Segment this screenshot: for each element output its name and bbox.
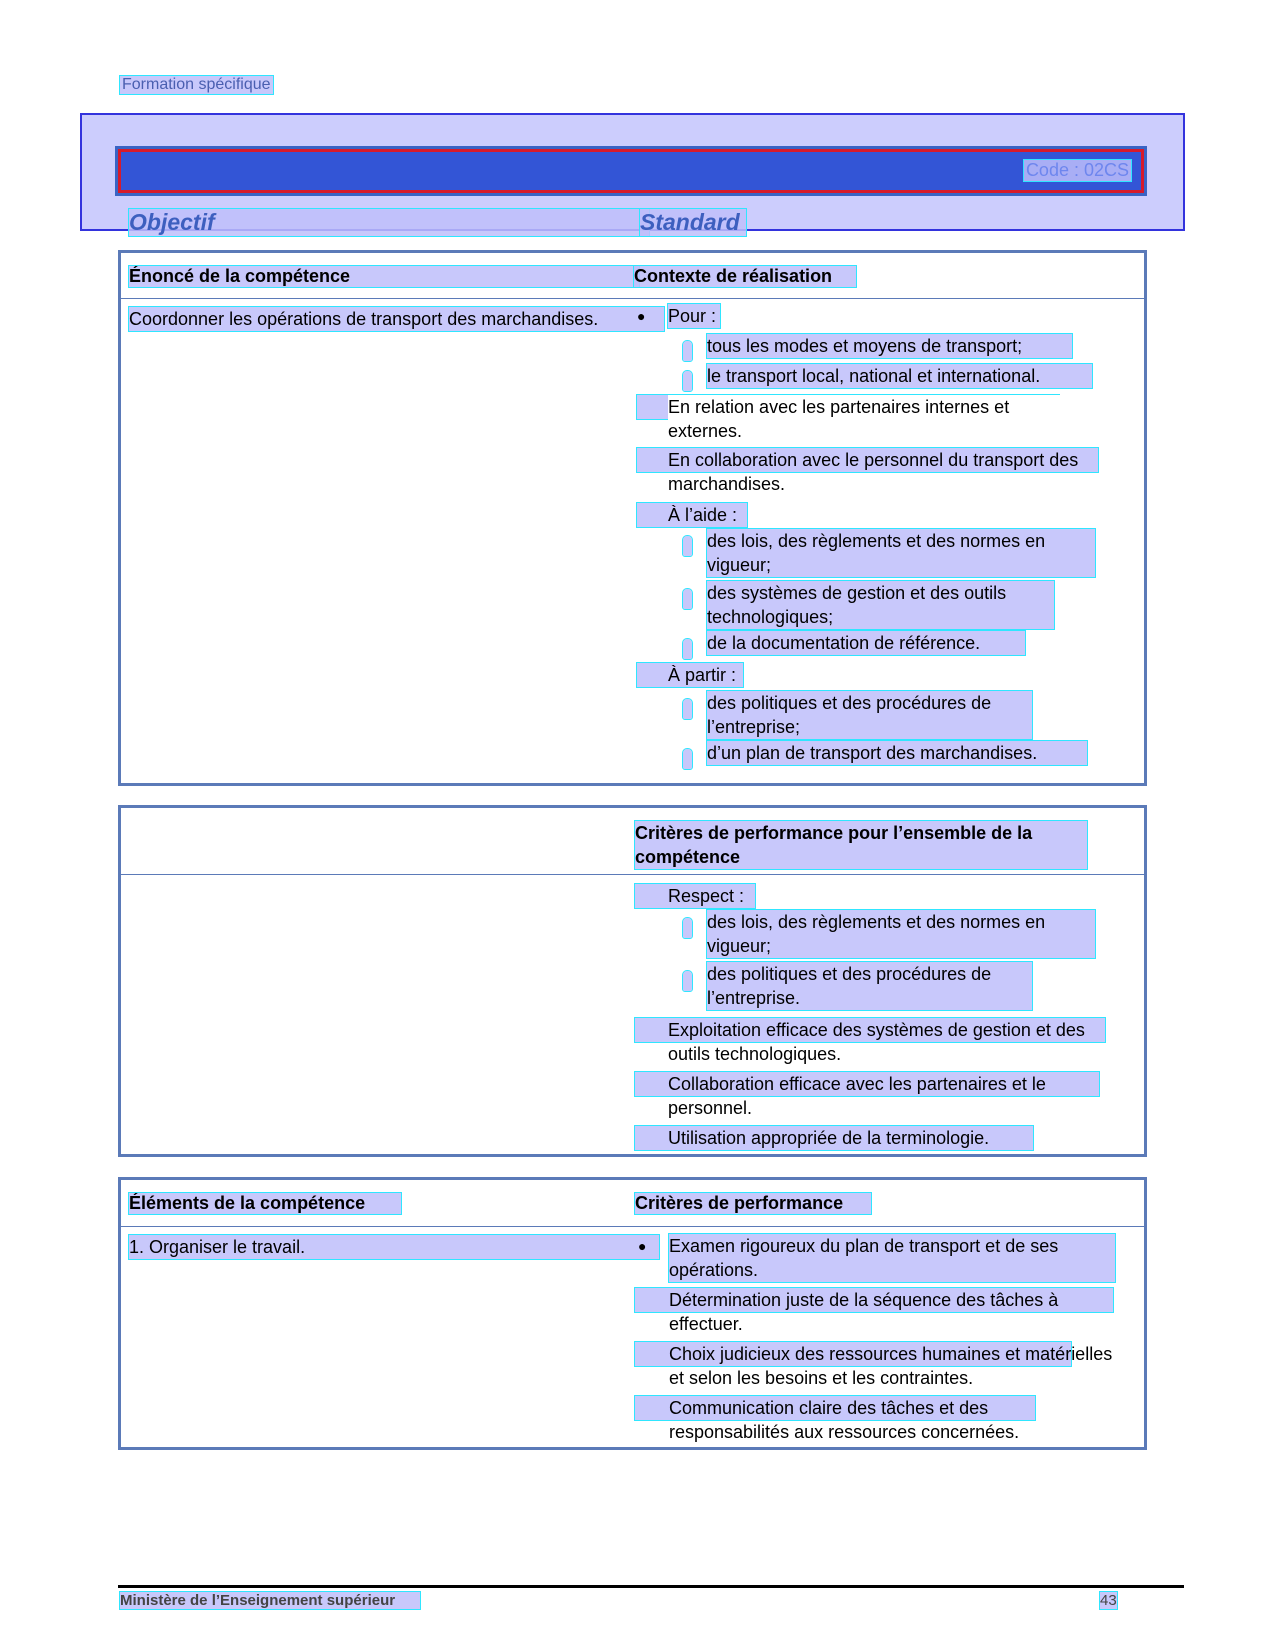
elements-box (118, 1177, 1147, 1450)
context-aide-sub-3: de la documentation de référence. (707, 631, 1025, 655)
criterion-2: Détermination juste de la séquence des tâches à effectuer. (669, 1290, 1059, 1334)
statement-heading: Énoncé de la compétence (129, 266, 639, 287)
context-pour: Pour : (668, 304, 720, 328)
context-list (634, 253, 1134, 783)
criterion-line-2 (635, 1072, 1099, 1118)
context-aide: À l’aide : (668, 505, 738, 525)
criterion-4: Communication claire des tâches et des responsabilités aux ressources concernées. (669, 1398, 1020, 1442)
sub-bullet-icon (683, 589, 692, 609)
bullet-icon: ● (638, 1238, 647, 1254)
criterion-line-4 (635, 1396, 1035, 1442)
sub-bullet-icon (683, 371, 692, 391)
sub-bullet-icon (683, 341, 692, 361)
global-criteria-heading: Critères de performance pour l’ensemble de la compétence (635, 821, 1087, 869)
criterion-line-1 (635, 1018, 1105, 1064)
sub-bullet-icon (683, 971, 692, 991)
criteria-list (635, 1180, 1135, 1448)
context-collaboration: En collaboration avec le personnel du transport des marchandises. (668, 450, 1079, 494)
sub-bullet-icon (683, 749, 692, 769)
context-pour-sub-2: le transport local, national et international. (707, 364, 1092, 388)
global-criterion-1: Exploitation efficace des systèmes de gestion et des outils technologiques. (668, 1020, 1085, 1064)
sub-bullet-icon (683, 639, 692, 659)
context-relation-line (637, 395, 1059, 441)
global-criterion-2: Collaboration efficace avec les partenaires et le personnel. (668, 1074, 1046, 1118)
criterion-line-2 (635, 1288, 1113, 1334)
criterion-line-3 (635, 1126, 1033, 1150)
sub-bullet-icon (683, 699, 692, 719)
context-partir-sub-2: d’un plan de transport des marchandises. (707, 741, 1087, 765)
elements-heading: Éléments de la compétence (129, 1193, 401, 1214)
context-partir: À partir : (668, 665, 737, 685)
context-collaboration-line (637, 448, 1098, 494)
sub-bullet-icon (683, 536, 692, 556)
criteria-heading: Critères de performance (635, 1193, 871, 1214)
criterion-line-3 (635, 1342, 1113, 1388)
context-aide-sub-1: des lois, des règlements et des normes en vigueur; (707, 529, 1095, 577)
respect-line (635, 884, 755, 908)
code-bar (118, 149, 1144, 193)
context-aide-sub-2: des systèmes de gestion et des outils technologiques; (707, 581, 1054, 629)
respect-sub-2: des politiques et des procédures de l’entreprise. (707, 962, 1032, 1010)
criterion-3: Choix judicieux des ressources humaines et matérielles et selon les besoins et les contraintes. (669, 1344, 1113, 1388)
competency-code: Code : 02CS (1025, 160, 1129, 180)
context-aide-line (637, 503, 747, 527)
context-relation: En relation avec les partenaires internes et externes. (668, 395, 1063, 443)
footer-rule (118, 1585, 1184, 1588)
running-head: Formation spécifique (122, 76, 271, 93)
respect-label: Respect : (668, 886, 745, 906)
bullet-icon: ● (637, 308, 646, 324)
global-criteria-list (635, 808, 1135, 1153)
global-criterion-3: Utilisation appropriée de la terminologie. (668, 1128, 990, 1148)
criterion-1: Examen rigoureux du plan de transport et de ses opérations. (669, 1234, 1115, 1282)
competency-statement: Coordonner les opérations de transport des marchandises. (129, 307, 664, 331)
global-criteria-box (118, 805, 1147, 1157)
context-partir-sub-1: des politiques et des procédures de l’entreprise; (707, 691, 1032, 739)
competency-box (118, 250, 1147, 786)
element-1: 1. Organiser le travail. (129, 1235, 659, 1259)
context-pour-sub-1: tous les modes et moyens de transport; (707, 334, 1072, 358)
objective-column-title: Objectif (129, 209, 649, 236)
standard-column-title: Standard (640, 209, 746, 236)
context-heading: Contexte de réalisation (634, 266, 856, 287)
context-partir-line (637, 663, 743, 687)
footer-ministry: Ministère de l’Enseignement supérieur (120, 1592, 420, 1609)
page-number: 43 (1100, 1592, 1117, 1609)
respect-sub-1: des lois, des règlements et des normes en vigueur; (707, 910, 1095, 958)
sub-bullet-icon (683, 918, 692, 938)
